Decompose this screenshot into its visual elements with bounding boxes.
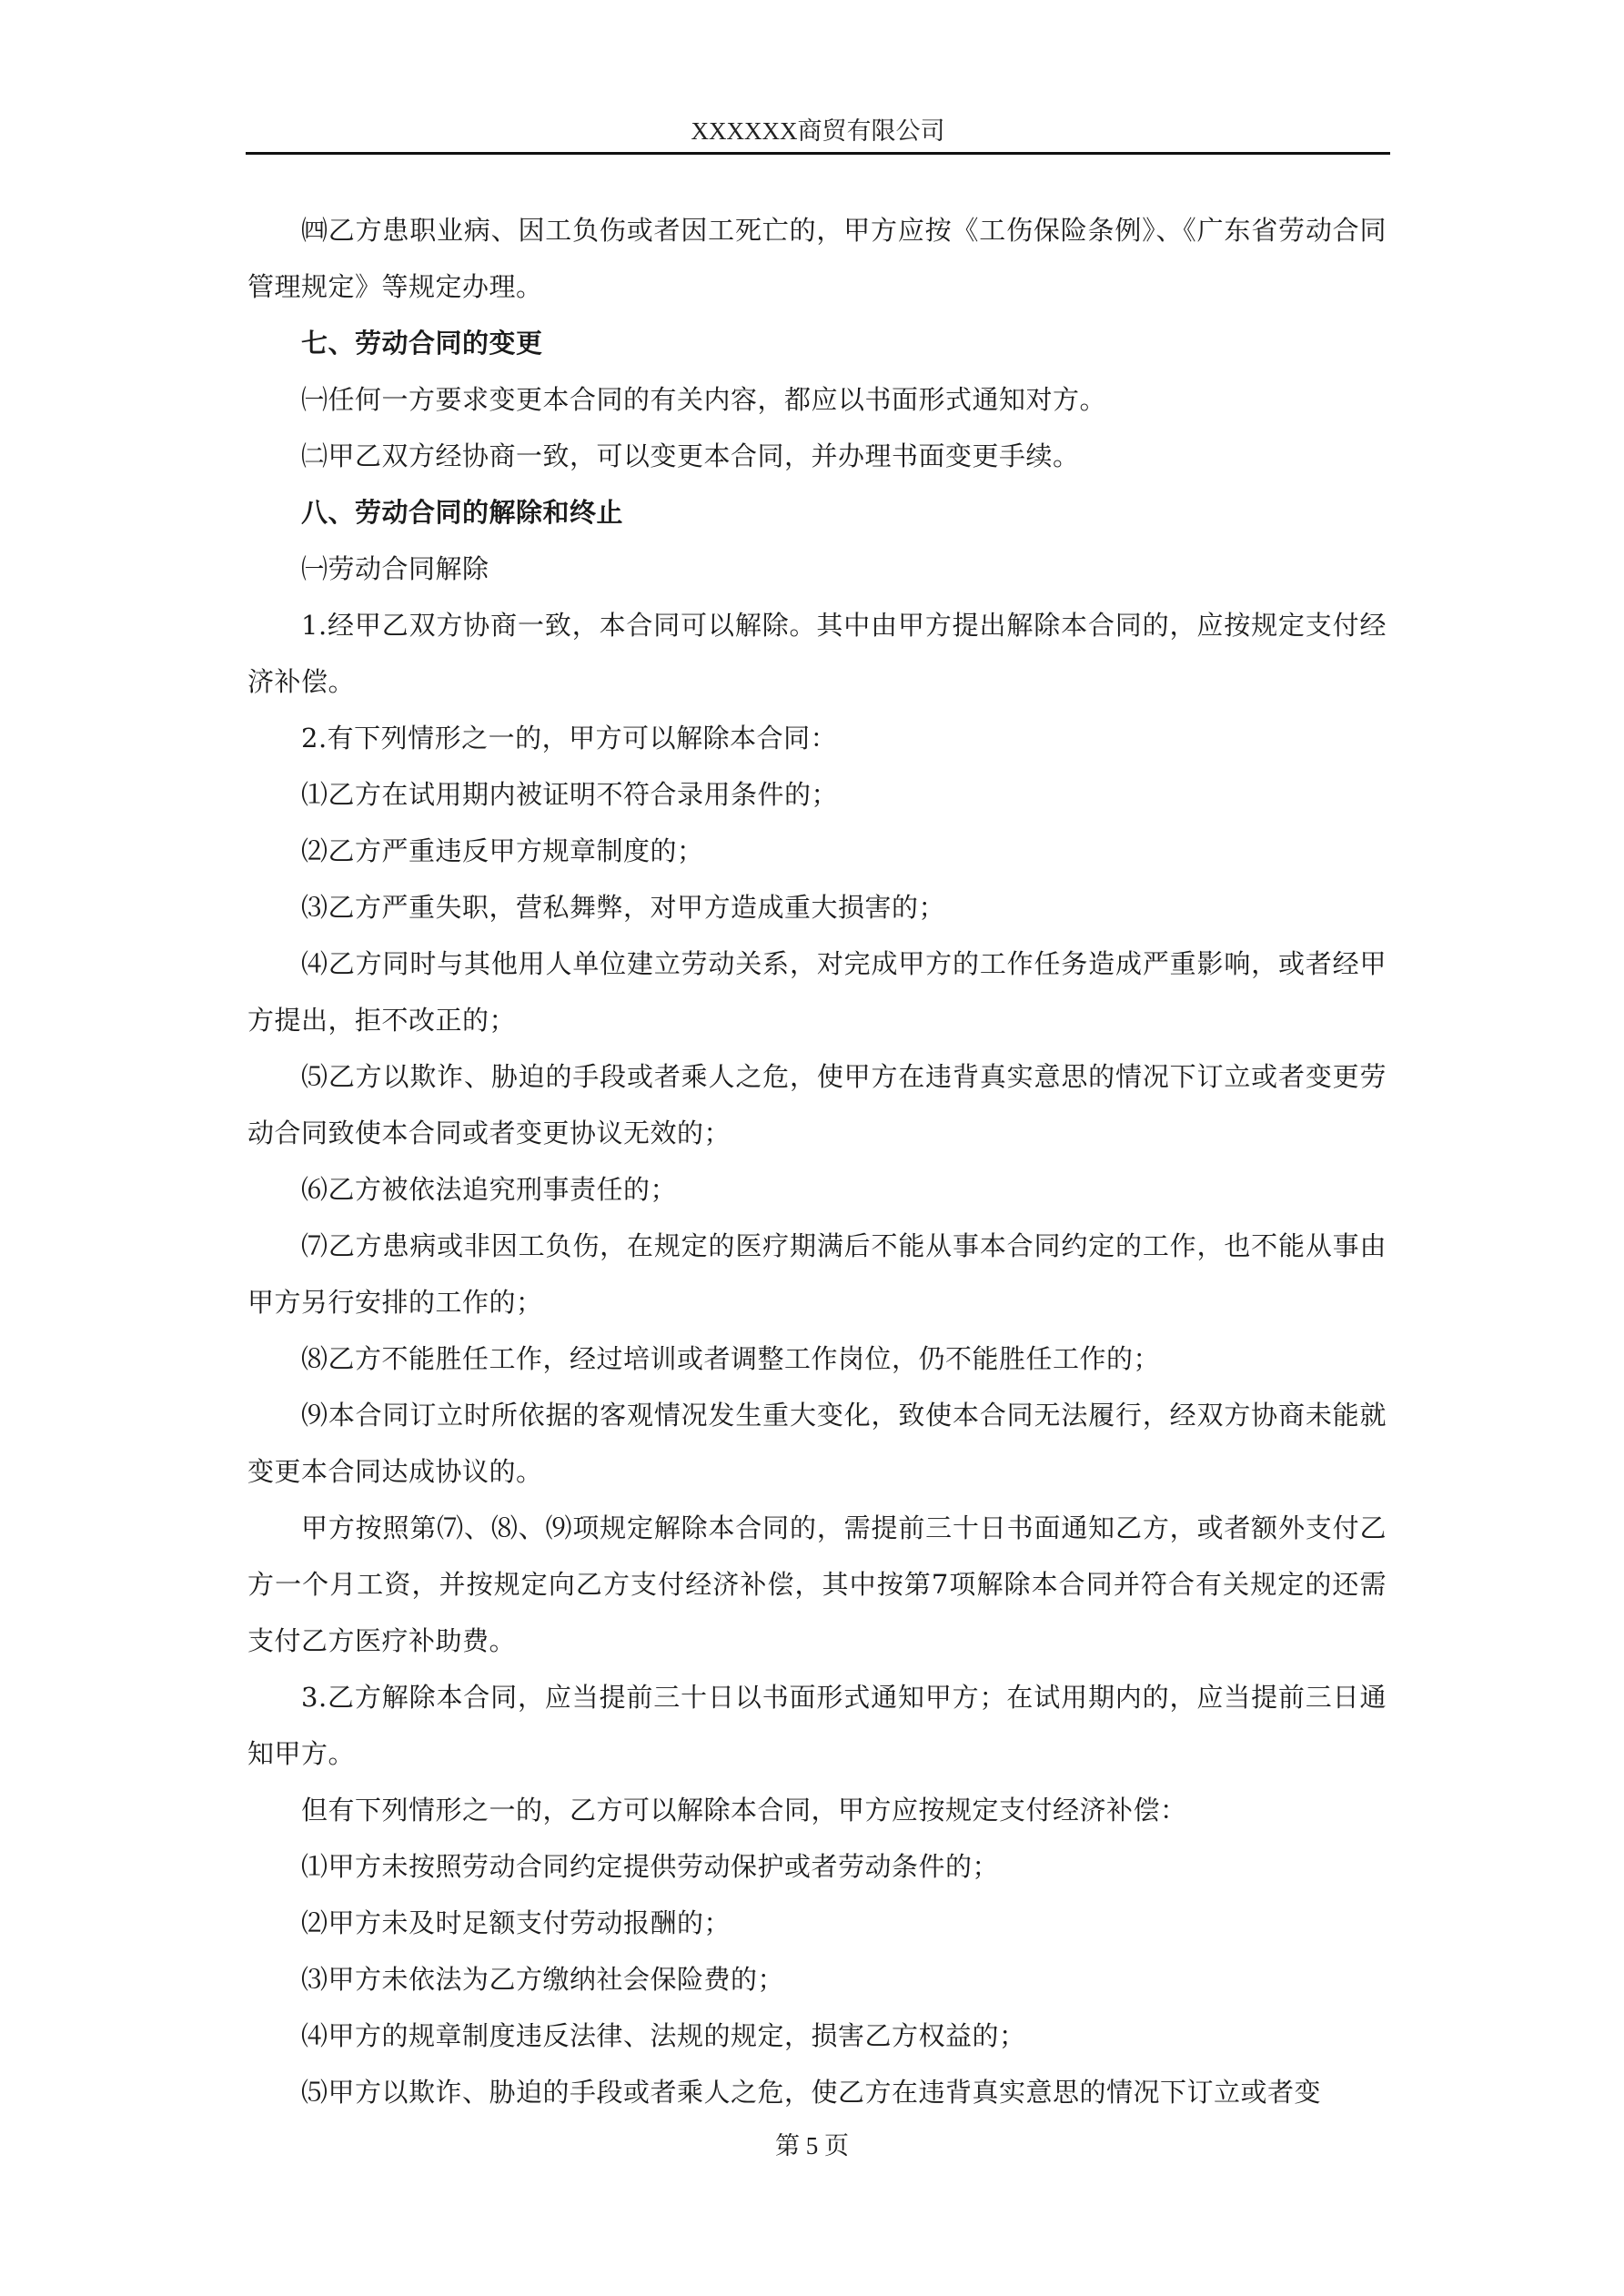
- paragraph-clause-3: 3.乙方解除本合同，应当提前三十日以书面形式通知甲方；在试用期内的，应当提前三日通知甲方。: [247, 1682, 1387, 1769]
- list-item-employer-9: ⑼本合同订立时所依据的客观情况发生重大变化，致使本合同无法履行，经双方协商未能就变更本合同达成协议的。: [247, 1400, 1387, 1487]
- list-item-employer-8: ⑻乙方不能胜任工作，经过培训或者调整工作岗位，仍不能胜任工作的；: [301, 1343, 1161, 1374]
- list-item-employer-6: ⑹乙方被依法追究刑事责任的；: [301, 1174, 678, 1205]
- paragraph-item-4: ㈣乙方患职业病、因工负伤或者因工死亡的，甲方应按《工伤保险条例》、《广东省劳动合同管理规定》等规定办理。: [247, 215, 1387, 302]
- page-number: 第 5 页: [775, 2132, 849, 2159]
- paragraph-notice-requirement: 甲方按照第⑺、⑻、⑼项规定解除本合同的，需提前三十日书面通知乙方，或者额外支付乙方一个月工资，并按规定向乙方支付经济补偿，其中按第7项解除本合同并符合有关规定的还需支付乙方医疗补助费。: [247, 1512, 1387, 1656]
- paragraph-change-2: ㈡甲乙双方经协商一致，可以变更本合同，并办理书面变更手续。: [301, 440, 1080, 471]
- subsection-termination: ㈠劳动合同解除: [301, 553, 489, 584]
- page-header-title: XXXXXX商贸有限公司: [691, 117, 945, 145]
- document-body: [247, 202, 1387, 2120]
- list-item-employee-2: ⑵甲方未及时足额支付劳动报酬的；: [301, 1907, 731, 1938]
- header-divider: [246, 152, 1390, 155]
- list-item-employer-4: ⑷乙方同时与其他用人单位建立劳动关系，对完成甲方的工作任务造成严重影响，或者经甲方提出，拒不改正的；: [247, 948, 1387, 1036]
- list-item-employer-3: ⑶乙方严重失职，营私舞弊，对甲方造成重大损害的；: [301, 892, 946, 923]
- list-item-employer-5: ⑸乙方以欺诈、胁迫的手段或者乘人之危，使甲方在违背真实意思的情况下订立或者变更劳动合同致使本合同或者变更协议无效的；: [247, 1061, 1387, 1148]
- list-item-employee-1: ⑴甲方未按照劳动合同约定提供劳动保护或者劳动条件的；: [301, 1851, 1000, 1882]
- paragraph-employee-exceptions: 但有下列情形之一的，乙方可以解除本合同，甲方应按规定支付经济补偿：: [301, 1795, 1187, 1826]
- section-heading-8: 八、劳动合同的解除和终止: [301, 497, 624, 528]
- list-item-employee-3: ⑶甲方未依法为乙方缴纳社会保险费的；: [301, 1964, 785, 1995]
- list-item-employer-1: ⑴乙方在试用期内被证明不符合录用条件的；: [301, 779, 839, 810]
- list-item-employee-4: ⑷甲方的规章制度违反法律、法规的规定，损害乙方权益的；: [301, 2020, 1026, 2051]
- list-item-employer-7: ⑺乙方患病或非因工负伤，在规定的医疗期满后不能从事本合同约定的工作，也不能从事由甲方另行安排的工作的；: [247, 1230, 1387, 1318]
- paragraph-clause-2: 2.有下列情形之一的，甲方可以解除本合同：: [301, 723, 838, 754]
- paragraph-change-1: ㈠任何一方要求变更本合同的有关内容，都应以书面形式通知对方。: [301, 384, 1107, 415]
- list-item-employee-5: ⑸甲方以欺诈、胁迫的手段或者乘人之危，使乙方在违背真实意思的情况下订立或者变: [301, 2077, 1322, 2108]
- list-item-employer-2: ⑵乙方严重违反甲方规章制度的；: [301, 835, 704, 866]
- paragraph-clause-1: 1.经甲乙双方协商一致，本合同可以解除。其中由甲方提出解除本合同的，应按规定支付经济补偿。: [247, 610, 1387, 697]
- section-heading-7: 七、劳动合同的变更: [301, 328, 543, 359]
